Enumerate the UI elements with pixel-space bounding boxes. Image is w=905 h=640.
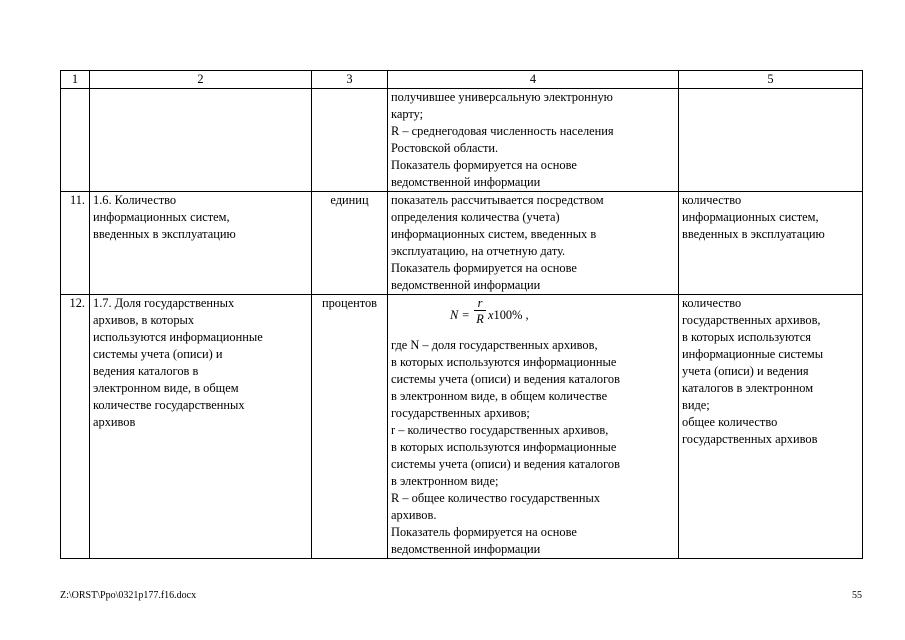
text-line: Показатель формируется на основе bbox=[391, 158, 577, 172]
text-line: в электронном виде; bbox=[391, 474, 499, 488]
row-number: 12. bbox=[61, 295, 90, 559]
row-number-cell bbox=[61, 89, 90, 192]
method-cell bbox=[388, 192, 679, 295]
text-line: информационных систем, bbox=[93, 210, 230, 224]
text-line: виде; bbox=[682, 398, 710, 412]
header-cell: 1 bbox=[61, 71, 90, 89]
text-line: в которых используются информационные bbox=[391, 440, 617, 454]
indicator-name-cell bbox=[90, 89, 312, 192]
formula-percent: 100% , bbox=[493, 308, 529, 322]
footer-file-path: Z:\ORST\Ppo\0321p177.f16.docx bbox=[60, 590, 197, 601]
text-line: r – количество государственных архивов, bbox=[391, 423, 609, 437]
source-cell bbox=[679, 295, 863, 559]
indicator-name-cell bbox=[90, 295, 312, 559]
text-line: R – среднегодовая численность населения bbox=[391, 124, 614, 138]
source-cell bbox=[679, 89, 863, 192]
footer-page-number: 55 bbox=[852, 590, 862, 601]
text-line: Показатель формируется на основе bbox=[391, 525, 577, 539]
text-line: государственных архивов; bbox=[391, 406, 530, 420]
text-line: получившее универсальную электронную bbox=[391, 90, 613, 104]
text-line: информационные системы bbox=[682, 347, 824, 361]
text-line: Показатель формируется на основе bbox=[391, 261, 577, 275]
row-number: 11. bbox=[61, 192, 90, 295]
text-line: электронном виде, в общем bbox=[93, 381, 239, 395]
text-line: введенных в эксплуатацию bbox=[682, 227, 825, 241]
unit-cell bbox=[312, 89, 388, 192]
formula-lhs: N = bbox=[450, 308, 470, 322]
text-line: 1.7. Доля государственных bbox=[93, 296, 235, 310]
indicator-name-cell bbox=[90, 192, 312, 295]
text-line: количестве государственных bbox=[93, 398, 245, 412]
text-line: где N – доля государственных архивов, bbox=[391, 338, 598, 352]
text-line: архивов, в которых bbox=[93, 313, 195, 327]
text-line: 1.6. Количество bbox=[93, 193, 177, 207]
text-line: архивов. bbox=[391, 508, 437, 522]
text-line: ведомственной информации bbox=[391, 278, 541, 292]
text-line: общее количество bbox=[682, 415, 778, 429]
text-line: в электронном виде, в общем количестве bbox=[391, 389, 608, 403]
text-line: архивов bbox=[93, 415, 136, 429]
text-line: показатель рассчитывается посредством bbox=[391, 193, 604, 207]
text-line: ведомственной информации bbox=[391, 175, 541, 189]
text-line: государственных архивов, bbox=[682, 313, 821, 327]
text-line: ведения каталогов в bbox=[93, 364, 199, 378]
text-line: карту; bbox=[391, 107, 424, 121]
formula-fraction bbox=[474, 296, 486, 325]
text-line: количество bbox=[682, 193, 742, 207]
table-header-row bbox=[61, 71, 863, 89]
table-row bbox=[61, 192, 863, 295]
text-line: Ростовской области. bbox=[391, 141, 499, 155]
header-cell: 4 bbox=[388, 71, 679, 89]
text-line: в которых используются информационные bbox=[391, 355, 617, 369]
method-cell bbox=[388, 89, 679, 192]
indicator-table bbox=[60, 70, 863, 559]
text-line: системы учета (описи) и ведения каталогов bbox=[391, 457, 620, 471]
table-row bbox=[61, 295, 863, 559]
text-line: каталогов в электронном bbox=[682, 381, 814, 395]
method-cell bbox=[388, 295, 679, 559]
header-cell: 5 bbox=[679, 71, 863, 89]
text-line: учета (описи) и ведения bbox=[682, 364, 809, 378]
formula-numerator: r bbox=[477, 296, 483, 310]
text-line: информационных систем, введенных в bbox=[391, 227, 597, 241]
formula-denominator: R bbox=[476, 312, 484, 326]
header-cell: 3 bbox=[312, 71, 388, 89]
text-line: количество bbox=[682, 296, 742, 310]
text-line: системы учета (описи) и ведения каталогов bbox=[391, 372, 620, 386]
text-line: эксплуатацию, на отчетную дату. bbox=[391, 244, 566, 258]
unit-cell: единиц bbox=[312, 192, 388, 295]
text-line: в которых используются bbox=[682, 330, 811, 344]
text-line: определения количества (учета) bbox=[391, 210, 560, 224]
header-cell: 2 bbox=[90, 71, 312, 89]
text-line: введенных в эксплуатацию bbox=[93, 227, 236, 241]
unit-cell: процентов bbox=[312, 295, 388, 559]
text-line: R – общее количество государственных bbox=[391, 491, 601, 505]
text-line: государственных архивов bbox=[682, 432, 818, 446]
formula-tail bbox=[488, 307, 529, 324]
formula bbox=[391, 295, 675, 337]
table-row-continuation bbox=[61, 89, 863, 192]
text-line: информационных систем, bbox=[682, 210, 819, 224]
text-line: ведомственной информации bbox=[391, 542, 541, 556]
text-line: используются информационные bbox=[93, 330, 263, 344]
formula-multiply: x bbox=[488, 308, 494, 322]
source-cell bbox=[679, 192, 863, 295]
text-line: системы учета (описи) и bbox=[93, 347, 223, 361]
